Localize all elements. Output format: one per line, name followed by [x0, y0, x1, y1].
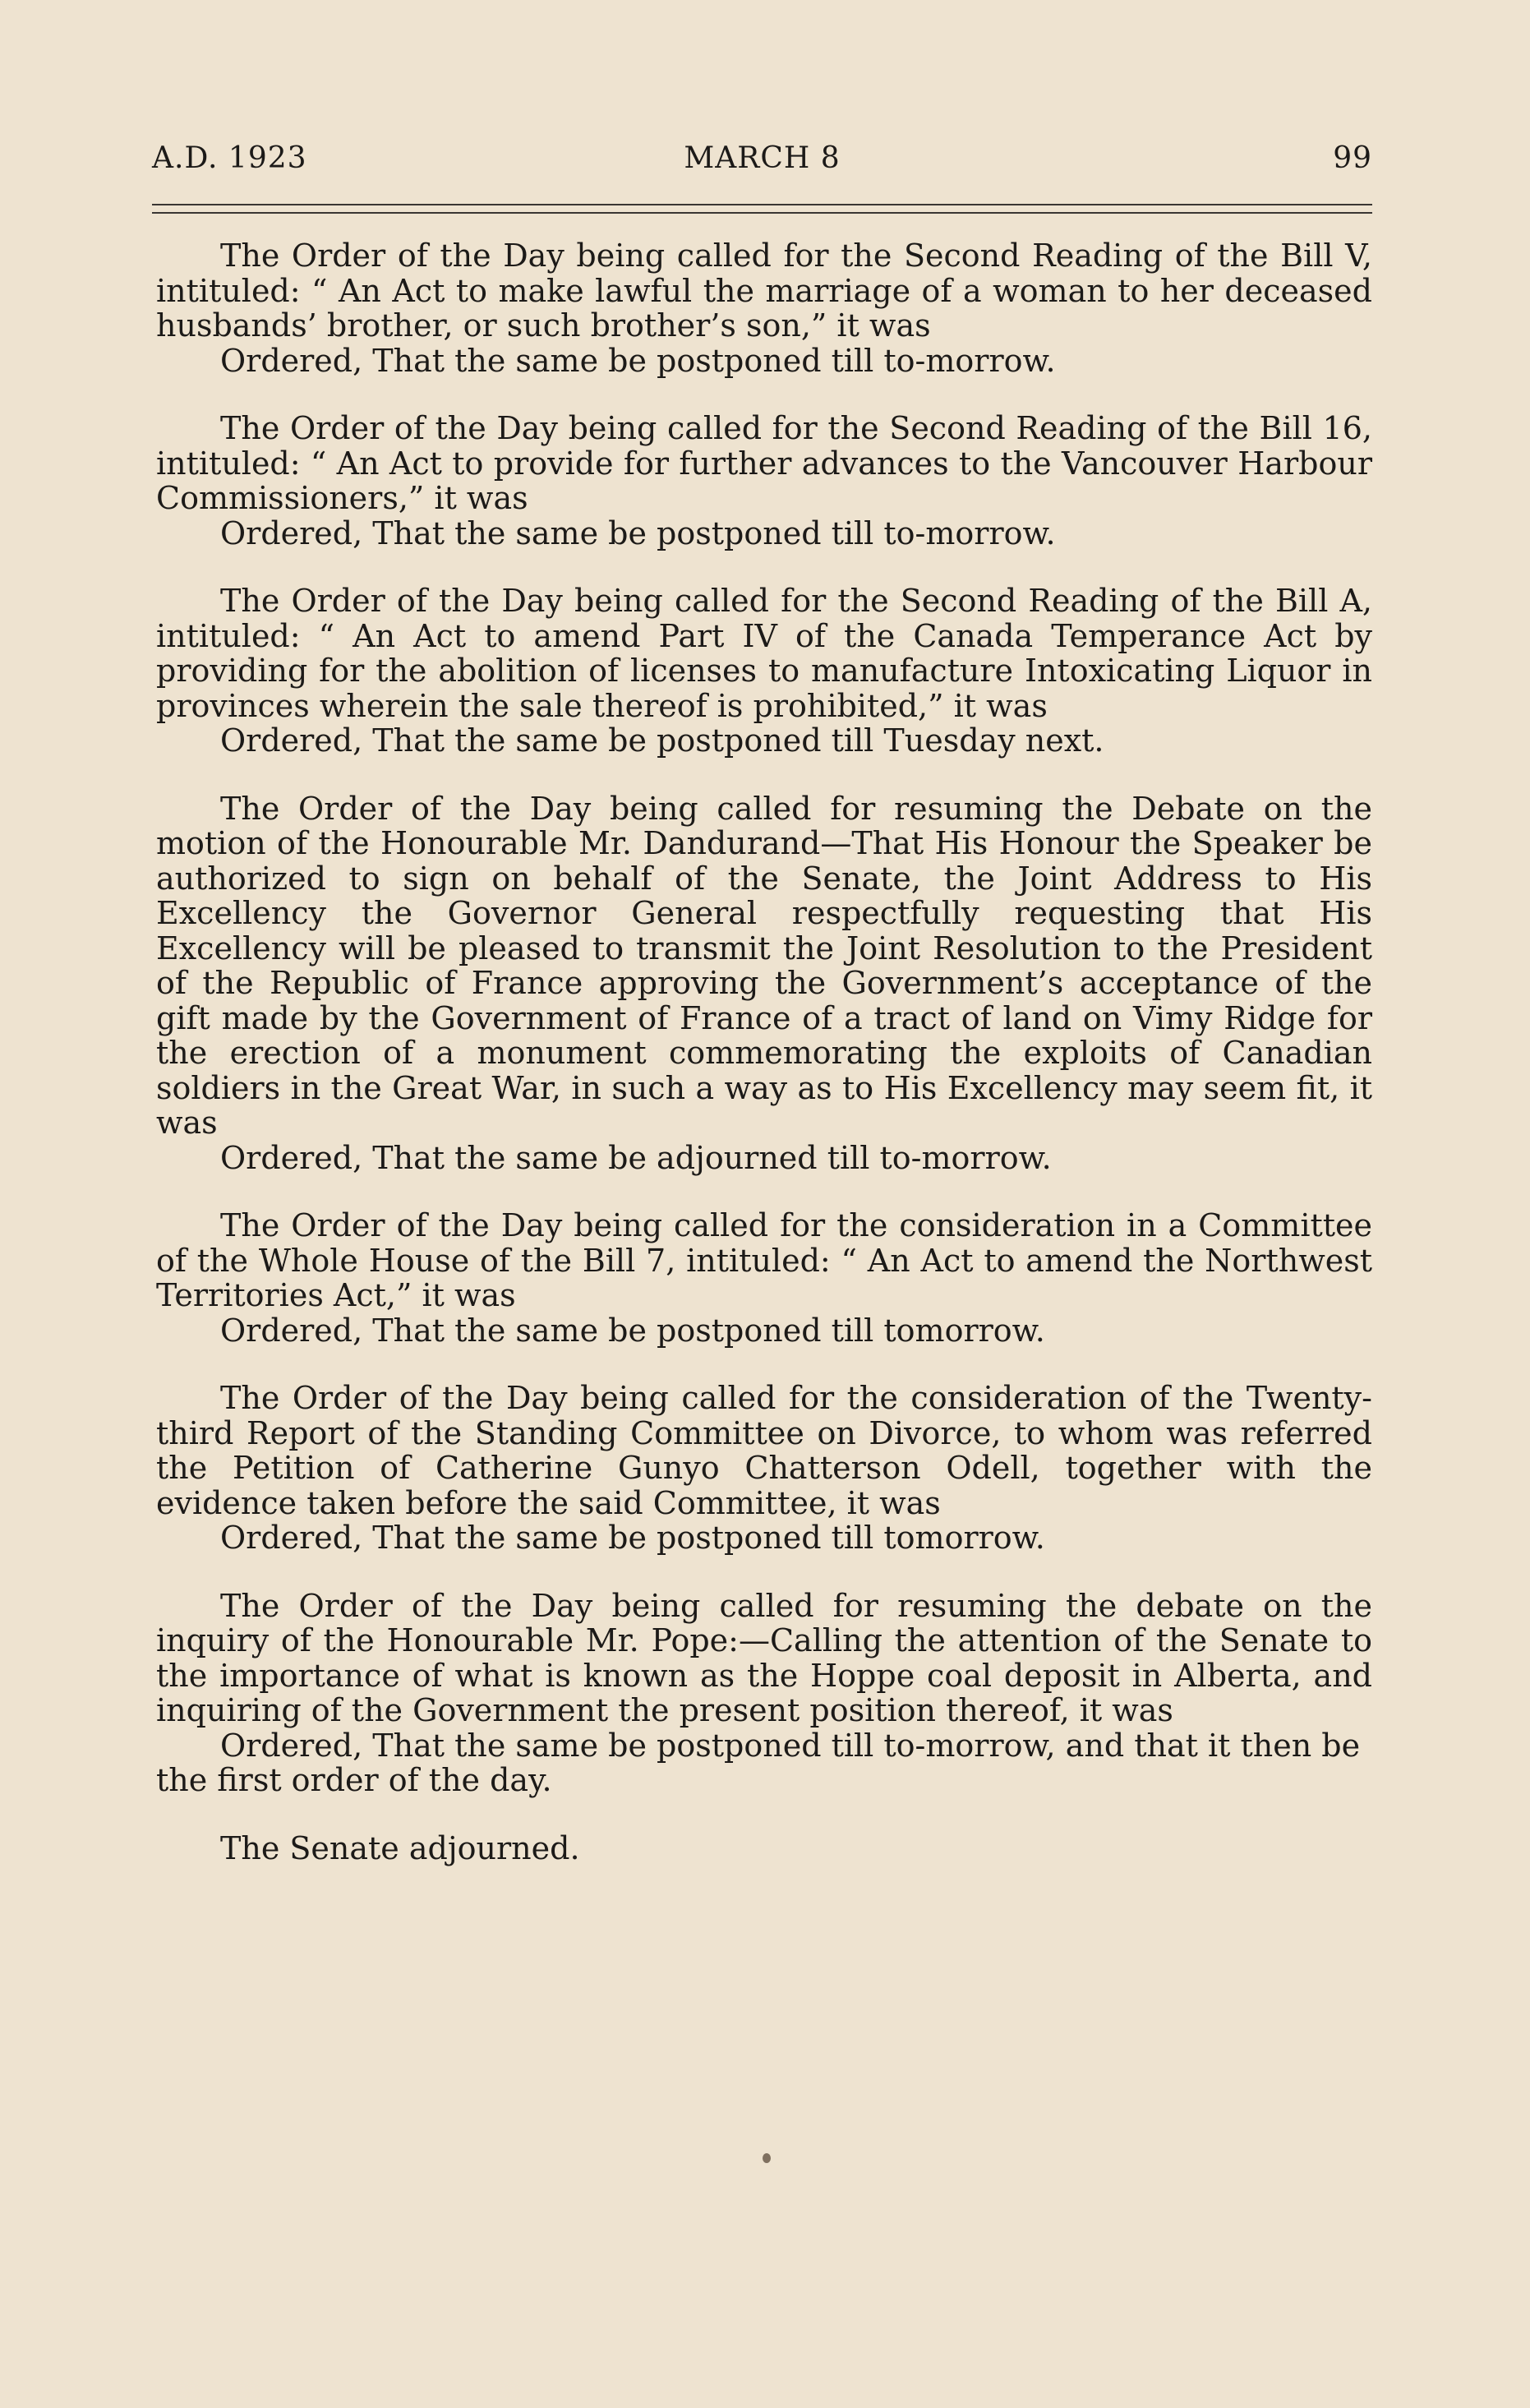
entry-bill-7 — [156, 1208, 1372, 1348]
entry-motion: The Order of the Day being called for resuming the debate on the inquiry of the Honourable Mr. Pope:—Calling the attention of the Senate to the importance of what is known as the Hoppe coal deposit in Alberta, and inquiring of the Government the present position thereof, it was — [156, 1587, 1372, 1728]
entry-ordered: Ordered, That the same be postponed till tomorrow. — [220, 1312, 1045, 1349]
entry-ordered: Ordered, That the same be postponed till to-morrow. — [220, 342, 1056, 379]
header-date: MARCH 8 — [684, 141, 841, 175]
entry-motion: The Order of the Day being called for the Second Reading of the Bill 16, intituled: “ An Act to provide for further advances to the Vancouver Harbour Commissioners,” it was — [156, 410, 1372, 516]
entry-motion: The Order of the Day being called for the consideration in a Committee of the Whole House of the Bill 7, intituled: “ An Act to amend the Northwest Territories Act,” it was — [156, 1207, 1372, 1313]
header-year: A.D. 1923 — [152, 141, 307, 175]
entry-bill-16 — [156, 411, 1372, 551]
entry-motion: The Order of the Day being called for resuming the Debate on the motion of the Honourable Mr. Dandurand—That His Honour the Speaker be authorized to sign on behalf of the Senate, the Joint Address to His Excellency the Governor General respectfully requesting that His Excellency will be pleased to transmit the Joint Resolution to the President of the Republic of France approving the Government’s acceptance of the gift made by the Government of France of a tract of land on Vimy Ridge for the erection of a monument commemorating the exploits of Canadian soldiers in the Great War, in such a way as to His Excellency may seem fit, it was — [156, 790, 1372, 1141]
entry-divorce-report — [156, 1381, 1372, 1556]
entry-ordered: Ordered, That the same be postponed till tomorrow. — [220, 1520, 1045, 1556]
entry-ordered: Ordered, That the same be postponed till to-morrow, and that it then be the first order of the day. — [156, 1727, 1361, 1798]
entry-bill-v — [156, 238, 1372, 378]
entry-motion: The Order of the Day being called for the Second Reading of the Bill A, intituled: “ An Act to amend Part IV of the Canada Temperance Act by providing for the abolition of licenses to manufacture Intoxicating Liquor in provinces wherein the sale thereof is prohibited,” it was — [156, 583, 1372, 724]
entry-ordered: Ordered, That the same be postponed till to-morrow. — [220, 514, 1056, 551]
entry-vimy-ridge — [156, 791, 1372, 1176]
entry-hoppe-coal — [156, 1589, 1372, 1798]
closing-line: The Senate adjourned. — [220, 1829, 580, 1866]
header-rule-bottom — [152, 212, 1372, 214]
journal-body — [156, 238, 1372, 1866]
running-head — [152, 141, 1372, 182]
entry-motion: The Order of the Day being called for the Second Reading of the Bill V, intituled: “ An Act to make lawful the marriage of a woman to her deceased husbands’ brother, or such brother’s son,” it was — [156, 238, 1372, 344]
page-number: 99 — [1333, 141, 1372, 175]
entry-ordered: Ordered, That the same be postponed till Tuesday next. — [220, 722, 1104, 759]
ink-speck — [763, 2153, 771, 2163]
entry-bill-a — [156, 584, 1372, 759]
entry-ordered: Ordered, That the same be adjourned till to-morrow. — [220, 1139, 1052, 1176]
entry-motion: The Order of the Day being called for the consideration of the Twenty-third Report of the Standing Committee on Divorce, to whom was referred the Petition of Catherine Gunyo Chatterson Odell, together with the evidence taken before the said Committee, it was — [156, 1380, 1372, 1521]
header-rule-top — [152, 204, 1372, 205]
